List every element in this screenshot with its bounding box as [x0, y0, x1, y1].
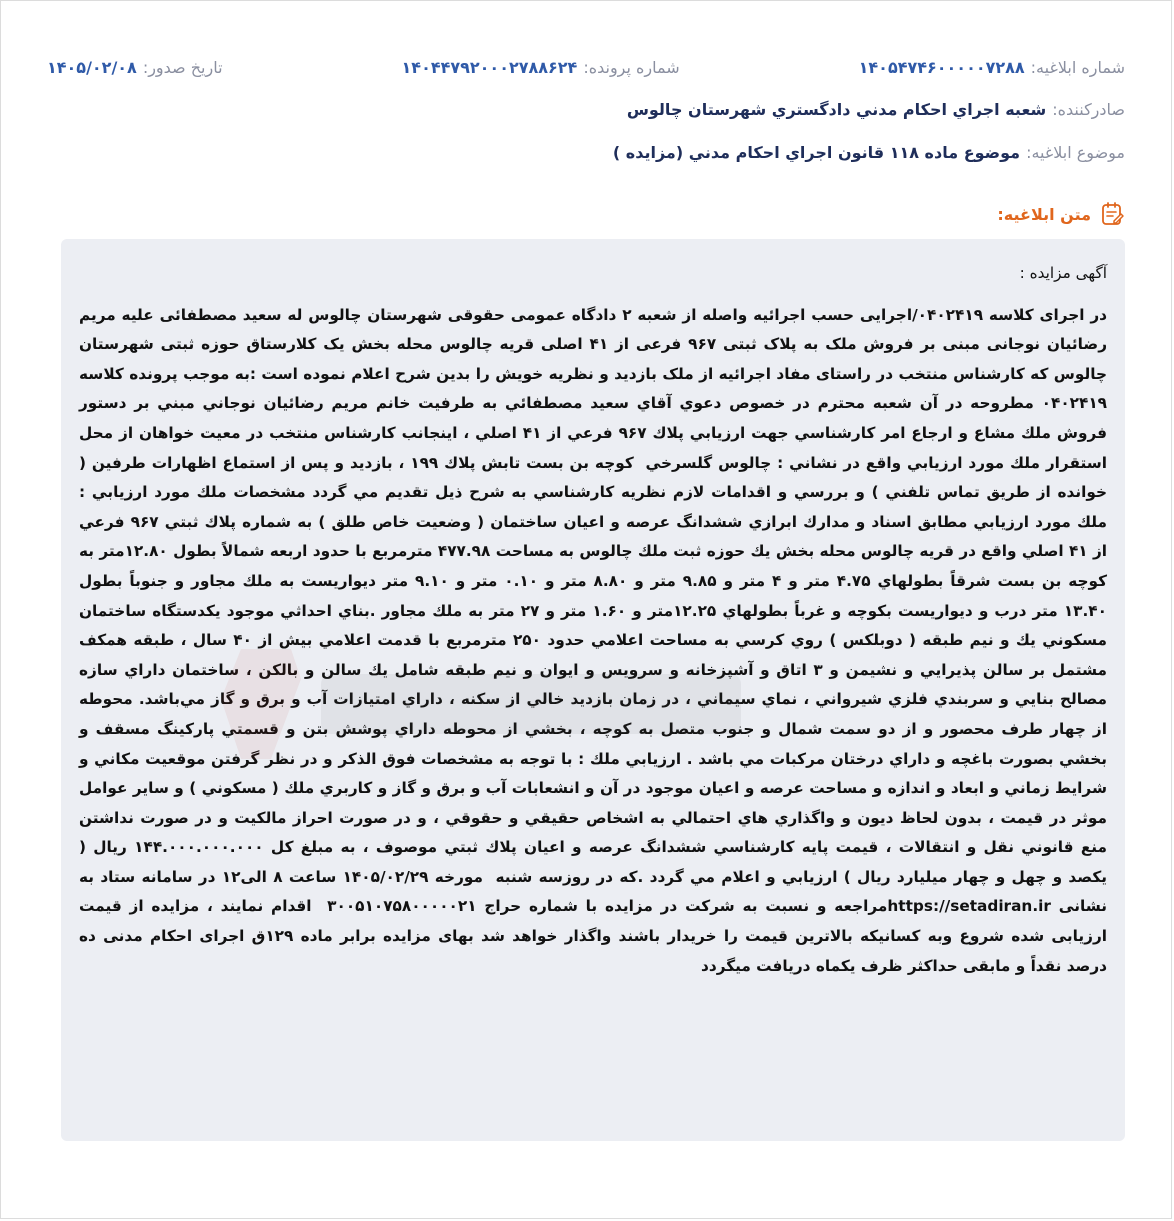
notice-heading: آگهی مزایده :: [1019, 264, 1107, 282]
issue-date-label: تاریخ صدور:: [142, 58, 223, 77]
section-title-text: متن ابلاغیه:: [997, 204, 1091, 224]
issuer-label: صادرکننده:: [1052, 100, 1125, 119]
case-number-label: شماره پرونده:: [583, 58, 680, 77]
meta-row: [47, 58, 1125, 77]
notice-body-text: در اجرای کلاسه ۰۴۰۲۴۱۹/اجرایی حسب اجرائیه واصله از شعبه ۲ دادگاه عمومی حقوقی شهرستان چالوس له سعید مصطفائی علیه مریم رضائیان نوجانی مبنی بر فروش ملک به پلاک ثبتی ۹۶۷ فرعی از ۴۱ اصلی قریه چالوس محله بخش یک کلارستاق حوزه ثبتی شهرستان چالوس که کارشناس منتخب در راستای مفاد اجرائیه از ملک بازدید و نظریه خویش را بدین شرح اعلام نموده است :به موجب پرونده کلاسه ۰۴۰۲۴۱۹ مطروحه در آن شعبه محترم در خصوص دعوي آقاي سعيد مصطفائي به طرفيت خانم مريم رضائيان نوجاني مبني بر دستور فروش ملك مشاع و ارجاع امر كارشناسي جهت ارزيابي پلاك ۹۶۷ فرعي از ۴۱ اصلي ، اينجانب كارشناس منتخب در معيت خواهان از محل استقرار ملك مورد ارزيابي واقع در نشاني : چالوس گلسرخي كوچه بن بست تابش پلاك ۱۹۹ ، بازديد و پس از استماع اظهارات طرفين ( خوانده از طريق تماس تلفني ) و بررسي و اقدامات لازم نظريه كارشناسي به شرح ذيل تقديم مي گردد مشخصات ملك مورد ارزيابي : ملك مورد ارزيابي مطابق اسناد و مدارك ابرازي ششدانگ عرصه و اعيان ساختمان ( وضعيت خاص طلق ) به شماره پلاك ثبتي ۹۶۷ فرعي از ۴۱ اصلي واقع در قريه چالوس محله بخش يك حوزه ثبت ملك چالوس به مساحت ۴۷۷.۹۸ مترمربع با حدود اربعه شمالاً بطول ۱۲.۸۰متر به كوچه بن بست شرقاً بطولهاي ۴.۷۵ متر و ۴ متر و ۹.۸۵ متر و ۸.۸۰ متر و ۰.۱۰ متر و ۹.۱۰ متر ديواريست به ملك مجاور و جنوباً بطول ۱۳.۴۰ متر درب و ديواريست بكوچه و غرباً بطولهاي ۱۲.۲۵متر و ۱.۶۰ متر و ۲۷ متر به ملك مجاور .بناي احداثي موجود يكدستگاه ساختمان مسكوني يك و نيم طبقه ( دوبلكس ) روي كرسي به مساحت اعلامي حدود ۲۵۰ مترمربع با قدمت اعلامي بيش از ۴۰ سال ، طبقه همكف مشتمل بر سالن پذيرايي و نشيمن و ۳ اتاق و آشپزخانه و سرويس و ايوان و نيم طبقه شامل يك سالن و بالكن ، ساختمان داراي سازه مصالح بنايي و سربندي فلزي شيرواني ، نماي سيماني ، در زمان بازديد خالي از سكنه ، داراي امتيازات آب و برق و گاز مي‌باشد. محوطه از چهار طرف محصور و از دو سمت شمال و جنوب متصل به كوچه ، بخشي از محوطه داراي پوشش بتن و قسمتي پاركينگ مسقف و بخشي بصورت باغچه و داراي درختان مركبات مي باشد . ارزيابي ملك : با توجه به مشخصات فوق الذكر و در نظر گرفتن موقعيت مكاني و شرايط زماني و ابعاد و اندازه و مساحت عرصه و اعيان موجود در آن و انشعابات آب و برق و گاز و كاربري ملك ( مسكوني ) و ساير عوامل موثر در قيمت ، بدون لحاظ ديون و واگذاري هاي احتمالي به اشخاص حقيقي و حقوقي ، و در صورت احراز مالكيت و در صورت نداشتن منع قانوني نقل و انتقالات ، قيمت پايه كارشناسي ششدانگ عرصه و اعيان پلاك ثبتي موصوف ، به مبلغ كل ۱۴۴.۰۰۰.۰۰۰.۰۰۰ ريال ( يكصد و چهل و چهار ميليارد ريال ) ارزيابي و اعلام مي گردد .که در روزسه شنبه مورخه ۱۴۰۵/۰۲/۲۹ ساعت ۸ الی۱۲ در سامانه ستاد به نشانی https://setadiran.irمراجعه و نسبت به شرکت در مزایده با شماره حراج ۳۰۰۵۱۰۷۵۸۰۰۰۰۰۲۱ اقدام نمایند ، مزایده از قیمت ارزیابی شده شروع وبه کسانیکه بالاترین قیمت را خریدار باشند واگذار خواهد شد بهای مزایده برابر ماده ۱۲۹ق اجرای احکام مدنی ده درصد نقداً و مابقی حداکثر ظرف یکماه دریافت میگردد: [68, 305, 1108, 975]
case-number: [402, 58, 680, 77]
issue-date-value: ۱۴۰۵/۰۲/۰۸: [47, 58, 137, 77]
issuer-line: [47, 100, 1125, 119]
notepad-icon: [1099, 201, 1125, 227]
notice-number-value: ۱۴۰۵۴۷۴۶۰۰۰۰۰۷۲۸۸: [858, 58, 1025, 77]
issuer-value: شعبه اجراي احكام مدني دادگستري شهرستان چالوس: [626, 100, 1047, 119]
notice-body-panel: [61, 239, 1125, 1141]
notice-number-label: شماره ابلاغیه:: [1030, 58, 1125, 77]
section-title: [997, 201, 1125, 227]
subject-line: [47, 143, 1125, 162]
notice-number: [859, 58, 1125, 77]
case-number-value: ۱۴۰۴۴۷۹۲۰۰۰۲۷۸۸۶۲۴: [401, 58, 578, 77]
issue-date: [47, 58, 223, 77]
subject-value: موضوع ماده ۱۱۸ قانون اجراي احكام مدني (مزايده ): [612, 143, 1021, 162]
subject-label: موضوع ابلاغیه:: [1026, 143, 1125, 162]
